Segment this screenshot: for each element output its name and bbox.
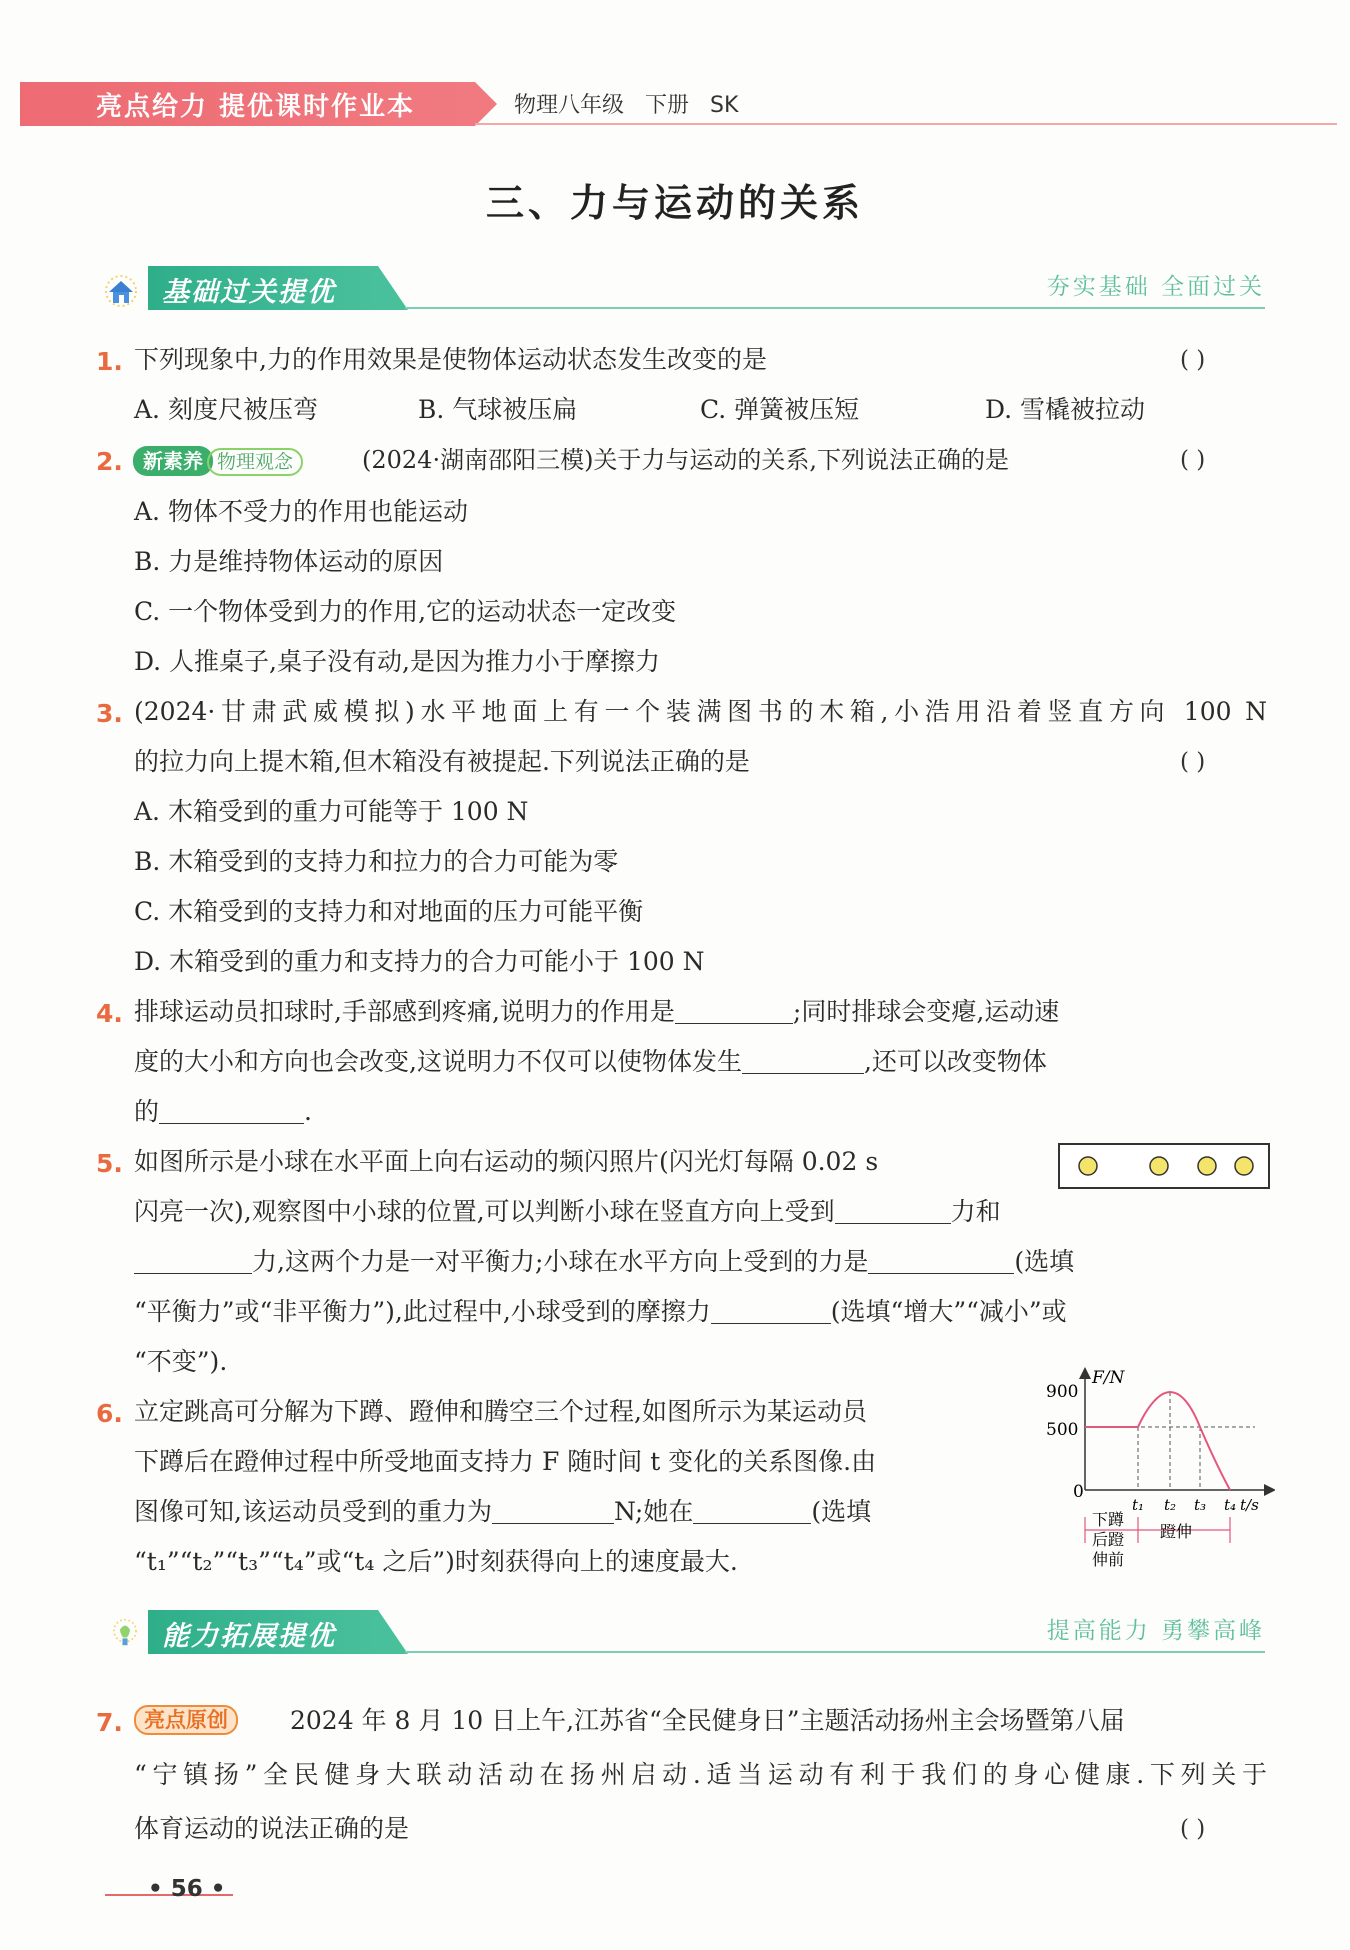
q7-line2: “宁镇扬”全民健身大联动活动在扬州启动.适当运动有利于我们的身心健康.下列关于: [134, 1760, 1267, 1789]
q7-tag-wrap: [134, 1705, 238, 1735]
graph-t3-label: t₃: [1194, 1496, 1207, 1514]
section-label-advanced: 能力拓展提优: [162, 1621, 336, 1652]
q3-option-d: D. 木箱受到的重力和支持力的合力可能小于 100 N: [134, 947, 705, 976]
q5-line4: [134, 1287, 1067, 1337]
q6-number: 6.: [96, 1399, 123, 1428]
house-icon: [104, 274, 138, 308]
q4-blank-2[interactable]: [742, 1043, 864, 1074]
q4-text-b: ;同时排球会变瘪,运动速: [792, 997, 1060, 1026]
q4-line1: [134, 987, 1059, 1037]
lamp-icon: [108, 1618, 142, 1652]
q2-option-a: A. 物体不受力的作用也能运动: [134, 497, 468, 526]
section-rule-basic: [405, 307, 1265, 309]
graph-t1-label: t₁: [1132, 1496, 1145, 1514]
q4-text-d: ,还可以改变物体: [863, 1047, 1047, 1076]
graph-phase2-label: 蹬伸: [1160, 1522, 1193, 1541]
q5-text-d: 力,这两个力是一对平衡力;小球在水平方向上受到的力是: [252, 1247, 869, 1276]
graph-t4-label: t₄: [1224, 1496, 1237, 1514]
q6-line1: 立定跳高可分解为下蹲、蹬伸和腾空三个过程,如图所示为某运动员: [134, 1397, 867, 1426]
q2-option-d: D. 人推桌子,桌子没有动,是因为推力小于摩擦力: [134, 647, 660, 676]
q2-tag-literacy: 新素养: [133, 446, 213, 476]
page-title: 三、力与运动的关系: [485, 180, 864, 225]
q4-number: 4.: [96, 999, 123, 1028]
q5-blank-2[interactable]: [134, 1243, 252, 1274]
q4-text-e: 的: [134, 1097, 160, 1126]
q6-text-e: (选填: [811, 1497, 872, 1526]
q4-blank-1[interactable]: [675, 993, 793, 1024]
graph-t2-label: t₂: [1164, 1496, 1177, 1514]
q3-number: 3.: [96, 699, 123, 728]
graph-force-curve: [1085, 1392, 1230, 1490]
q4-line3: [134, 1087, 312, 1137]
q1-option-d: D. 雪橇被拉动: [985, 395, 1146, 424]
graph-phase1-label-b: 后蹬: [1092, 1530, 1125, 1549]
q7-tag-original: 亮点原创: [134, 1705, 238, 1735]
q6-blank-1[interactable]: [492, 1493, 614, 1524]
q5-number: 5.: [96, 1149, 123, 1178]
q5-line1: 如图所示是小球在水平面上向右运动的频闪照片(闪光灯每隔 0.02 s: [134, 1147, 879, 1176]
q6-blank-2[interactable]: [693, 1493, 811, 1524]
graph-phase1-label-c: 伸前: [1092, 1550, 1125, 1569]
q2-stem: (2024·湖南邵阳三模)关于力与运动的关系,下列说法正确的是: [362, 446, 1010, 474]
q5-text-b: 闪亮一次),观察图中小球的位置,可以判断小球在竖直方向上受到: [134, 1197, 835, 1226]
q5-line3: [134, 1237, 1074, 1287]
section-label-basic: 基础过关提优: [162, 277, 336, 308]
graph-y-label: F/N: [1092, 1368, 1125, 1388]
q3-answer-paren: ( ): [1180, 749, 1206, 775]
q3-line2: 的拉力向上提木箱,但木箱没有被提起.下列说法正确的是: [134, 747, 750, 776]
strobe-photo-figure: [1058, 1143, 1270, 1189]
q2-tag-concept: 物理观念: [207, 448, 303, 476]
q6-line4: “t₁”“t₂”“t₃”“t₄”或“t₄ 之后”)时刻获得向上的速度最大.: [134, 1547, 738, 1576]
section-slogan-advanced: 提高能力 勇攀高峰: [1046, 1618, 1265, 1644]
q7-number: 7.: [96, 1708, 123, 1737]
graph-x-label: t/s: [1240, 1496, 1259, 1514]
q1-option-c: C. 弹簧被压短: [700, 395, 860, 424]
q1-option-b: B. 气球被压扁: [418, 395, 578, 424]
graph-origin: 0: [1073, 1482, 1084, 1502]
q2-answer-paren: ( ): [1180, 447, 1206, 473]
q7-line1: 2024 年 8 月 10 日上午,江苏省“全民健身日”主题活动扬州主会场暨第八届: [290, 1706, 1125, 1735]
q7-line3: 体育运动的说法正确的是: [134, 1814, 410, 1843]
q5-line2: [134, 1187, 1001, 1237]
q2-number: 2.: [96, 447, 123, 476]
q5-text-f: “平衡力”或“非平衡力”),此过程中,小球受到的摩擦力: [134, 1297, 711, 1326]
header-course: 物理八年级 下册 SK: [514, 93, 739, 118]
q7-answer-paren: ( ): [1180, 1816, 1206, 1842]
q2-tags: [133, 446, 303, 476]
q1-answer-paren: ( ): [1180, 347, 1206, 373]
q4-text-f: .: [304, 1097, 312, 1126]
q5-blank-4[interactable]: [711, 1293, 831, 1324]
q3-option-a: A. 木箱受到的重力可能等于 100 N: [134, 797, 529, 826]
q3-line1: (2024·甘肃武威模拟)水平地面上有一个装满图书的木箱,小浩用沿着竖直方向 100 N: [134, 697, 1267, 726]
section-rule-advanced: [405, 1651, 1265, 1653]
q4-line2: [134, 1037, 1047, 1087]
graph-y-tick-900: 900: [1046, 1382, 1079, 1402]
q5-line5: “不变”).: [134, 1347, 228, 1376]
q3-option-b: B. 木箱受到的支持力和拉力的合力可能为零: [134, 847, 619, 876]
q6-text-c: 图像可知,该运动员受到的重力为: [134, 1497, 492, 1526]
section-slogan-basic: 夯实基础 全面过关: [1046, 274, 1265, 300]
q6-line3: [134, 1487, 871, 1537]
q4-text-a: 排球运动员扣球时,手部感到疼痛,说明力的作用是: [134, 997, 675, 1026]
q3-option-c: C. 木箱受到的支持力和对地面的压力可能平衡: [134, 897, 644, 926]
q4-text-c: 度的大小和方向也会改变,这说明力不仅可以使物体发生: [134, 1047, 742, 1076]
q1-stem: 下列现象中,力的作用效果是使物体运动状态发生改变的是: [134, 345, 767, 374]
q5-blank-3[interactable]: [868, 1243, 1014, 1274]
page-number: • 56 •: [148, 1876, 226, 1902]
q4-blank-3[interactable]: [159, 1093, 304, 1124]
q1-number: 1.: [96, 347, 123, 376]
q6-text-d: N;她在: [613, 1497, 694, 1526]
q5-text-g: (选填“增大”“减小”或: [830, 1297, 1067, 1326]
header-brand: 亮点给力 提优课时作业本: [96, 92, 416, 122]
q5-text-e: (选填: [1014, 1247, 1075, 1276]
q5-text-c: 力和: [950, 1197, 1001, 1226]
q2-option-b: B. 力是维持物体运动的原因: [134, 547, 444, 576]
q6-line2: 下蹲后在蹬伸过程中所受地面支持力 F 随时间 t 变化的关系图像.由: [134, 1447, 877, 1476]
force-time-graph: [1040, 1365, 1275, 1585]
q5-blank-1[interactable]: [835, 1193, 951, 1224]
graph-phase1-label: 下蹲: [1092, 1510, 1125, 1529]
header-rule: [475, 123, 1337, 125]
graph-y-tick-500: 500: [1046, 1420, 1079, 1440]
q1-option-a: A. 刻度尺被压弯: [134, 395, 318, 424]
q2-option-c: C. 一个物体受到力的作用,它的运动状态一定改变: [134, 597, 677, 626]
